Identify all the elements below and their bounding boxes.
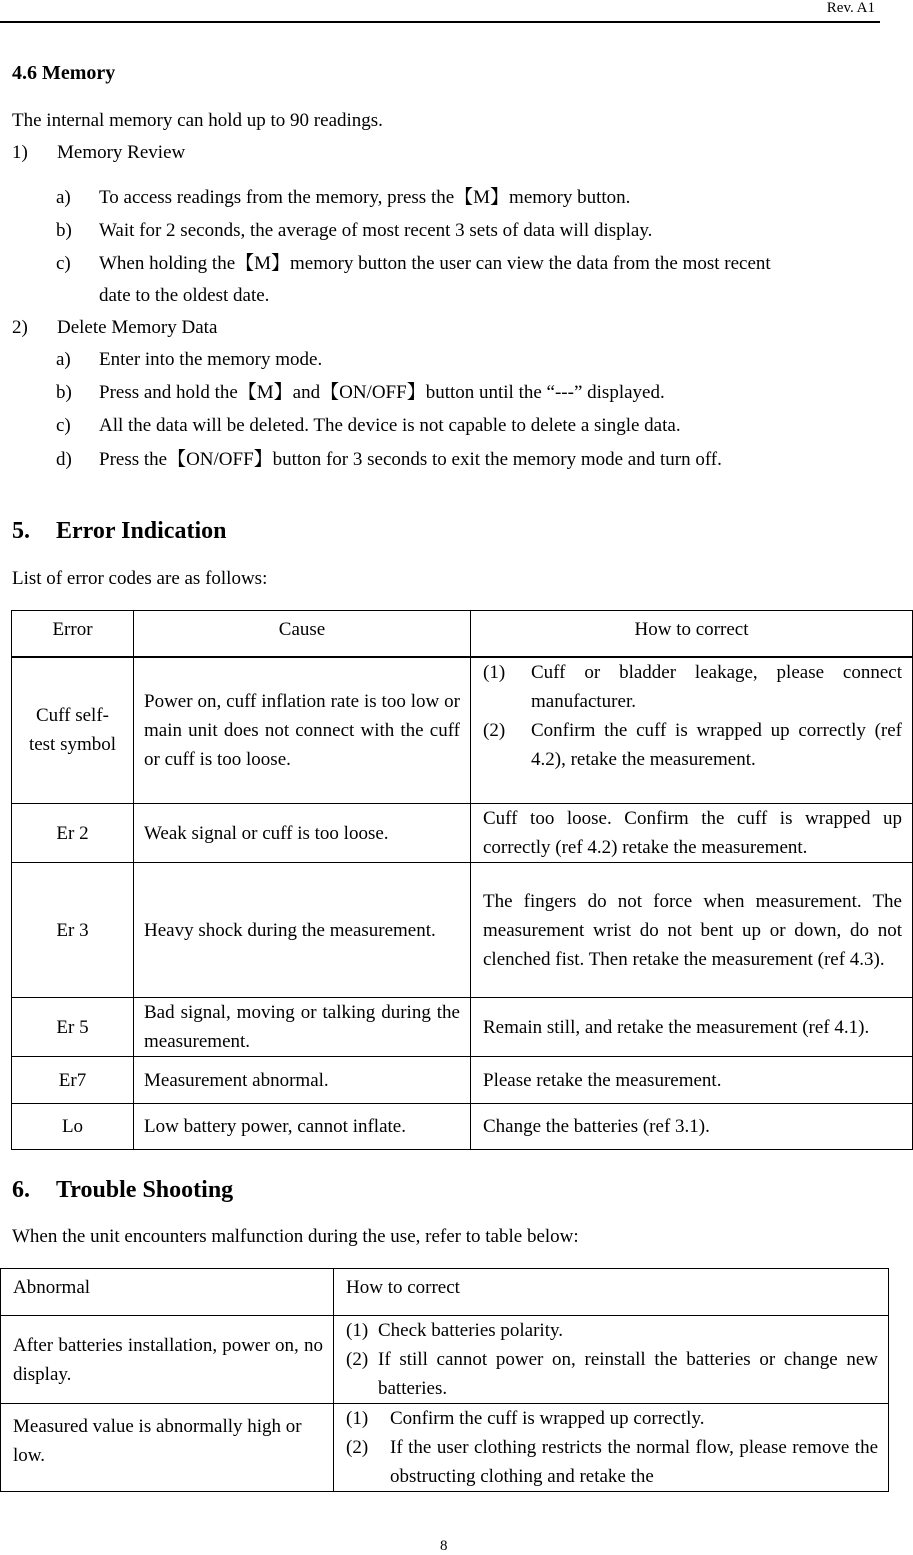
- table-row: [12, 657, 913, 804]
- memory-intro: The internal memory can hold up to 90 readings.: [12, 110, 383, 131]
- list-item: Confirm the cuff is wrapped up correctly.: [390, 1408, 705, 1429]
- error-cause: Power on, cuff inflation rate is too low or main unit does not connect with the cuff or cuff is too loose.: [134, 657, 471, 804]
- error-cause: Measurement abnormal.: [134, 1057, 471, 1104]
- error-correction: The fingers do not force when measurement. The measurement wrist do not bent up or down, do not clenched fist. Then retake the measurement (ref 4.3).: [471, 863, 913, 998]
- abnormal-description: After batteries installation, power on, no display.: [1, 1316, 334, 1404]
- memory-review-number: 1): [12, 142, 28, 163]
- table-row: [12, 863, 913, 998]
- list-item-number: (1): [346, 1408, 369, 1429]
- delete-memory-title: Delete Memory Data: [57, 317, 218, 338]
- list-item: When holding the【M】memory button the user can view the data from the most recent: [99, 253, 771, 274]
- error-code: Er 5: [12, 998, 134, 1057]
- list-item-number: d): [56, 449, 72, 470]
- list-item-number: c): [56, 415, 71, 436]
- list-item-number: c): [56, 253, 71, 274]
- abnormal-header: Abnormal: [1, 1269, 334, 1316]
- trouble-correction: [334, 1316, 889, 1404]
- list-item: Wait for 2 seconds, the average of most recent 3 sets of data will display.: [99, 220, 653, 241]
- correct-header: How to correct: [334, 1269, 889, 1316]
- error-code: Er 3: [12, 863, 134, 998]
- error-correction: [471, 657, 913, 804]
- list-item: If the user clothing restricts the normal flow, please remove the obstructing clothing and retake the: [390, 1437, 878, 1487]
- error-header: Error: [12, 611, 134, 657]
- table-row: [1, 1404, 889, 1492]
- revision-label: Rev. A1: [826, 0, 875, 16]
- error-cause: Weak signal or cuff is too loose.: [134, 804, 471, 863]
- correct-header: How to correct: [471, 611, 913, 657]
- table-row: [1, 1316, 889, 1404]
- error-table: [11, 610, 913, 1150]
- list-item-continuation: date to the oldest date.: [99, 285, 270, 306]
- trouble-correction: [334, 1404, 889, 1492]
- list-item: If still cannot power on, reinstall the batteries or change new batteries.: [378, 1349, 878, 1399]
- section-heading-memory: 4.6 Memory: [12, 62, 116, 84]
- list-item: Press the【ON/OFF】button for 3 seconds to exit the memory mode and turn off.: [99, 449, 722, 470]
- list-item-number: (1): [346, 1320, 369, 1341]
- error-code: Er 2: [12, 804, 134, 863]
- section-title-trouble: Trouble Shooting: [56, 1177, 234, 1203]
- delete-memory-number: 2): [12, 317, 28, 338]
- section-number-trouble: 6.: [12, 1177, 30, 1203]
- error-intro: List of error codes are as follows:: [12, 568, 268, 589]
- list-item: Enter into the memory mode.: [99, 349, 323, 370]
- error-correction: Change the batteries (ref 3.1).: [471, 1104, 913, 1150]
- error-code: Cuff self-test symbol: [12, 657, 134, 804]
- section-number-error: 5.: [12, 518, 30, 544]
- error-code: Lo: [12, 1104, 134, 1150]
- list-item-number: b): [56, 382, 72, 403]
- header-rule: [0, 21, 880, 23]
- table-row: [12, 1104, 913, 1150]
- list-item-number: (2): [346, 1349, 369, 1370]
- list-item: Confirm the cuff is wrapped up correctly (ref 4.2), retake the measurement.: [531, 719, 902, 770]
- error-cause: Bad signal, moving or talking during the measurement.: [134, 998, 471, 1057]
- trouble-intro: When the unit encounters malfunction during the use, refer to table below:: [12, 1226, 579, 1247]
- cause-header: Cause: [134, 611, 471, 657]
- error-cause: Low battery power, cannot inflate.: [134, 1104, 471, 1150]
- error-correction: Please retake the measurement.: [471, 1057, 913, 1104]
- list-item: Press and hold the【M】and【ON/OFF】button until the “---” displayed.: [99, 382, 665, 403]
- table-row: [12, 998, 913, 1057]
- error-cause: Heavy shock during the measurement.: [134, 863, 471, 998]
- section-title-error: Error Indication: [56, 518, 227, 544]
- error-correction: Cuff too loose. Confirm the cuff is wrapped up correctly (ref 4.2) retake the measurement.: [471, 804, 913, 863]
- list-item: To access readings from the memory, press the【M】memory button.: [99, 187, 631, 208]
- list-item: Cuff or bladder leakage, please connect manufacturer.: [531, 661, 902, 712]
- list-item-number: (2): [346, 1437, 369, 1458]
- list-item-number: b): [56, 220, 72, 241]
- abnormal-description: Measured value is abnormally high or low.: [1, 1404, 334, 1492]
- memory-review-title: Memory Review: [57, 142, 186, 163]
- list-item: All the data will be deleted. The device is not capable to delete a single data.: [99, 415, 681, 436]
- list-item-number: (1): [483, 661, 506, 683]
- table-row: [12, 804, 913, 863]
- trouble-table: [0, 1268, 889, 1492]
- list-item-number: a): [56, 349, 71, 370]
- page-number: 8: [440, 1538, 448, 1554]
- error-code: Er7: [12, 1057, 134, 1104]
- list-item: Check batteries polarity.: [378, 1320, 564, 1341]
- list-item-number: (2): [483, 719, 506, 741]
- list-item-number: a): [56, 187, 71, 208]
- table-row: [12, 1057, 913, 1104]
- error-correction: Remain still, and retake the measurement (ref 4.1).: [471, 998, 913, 1057]
